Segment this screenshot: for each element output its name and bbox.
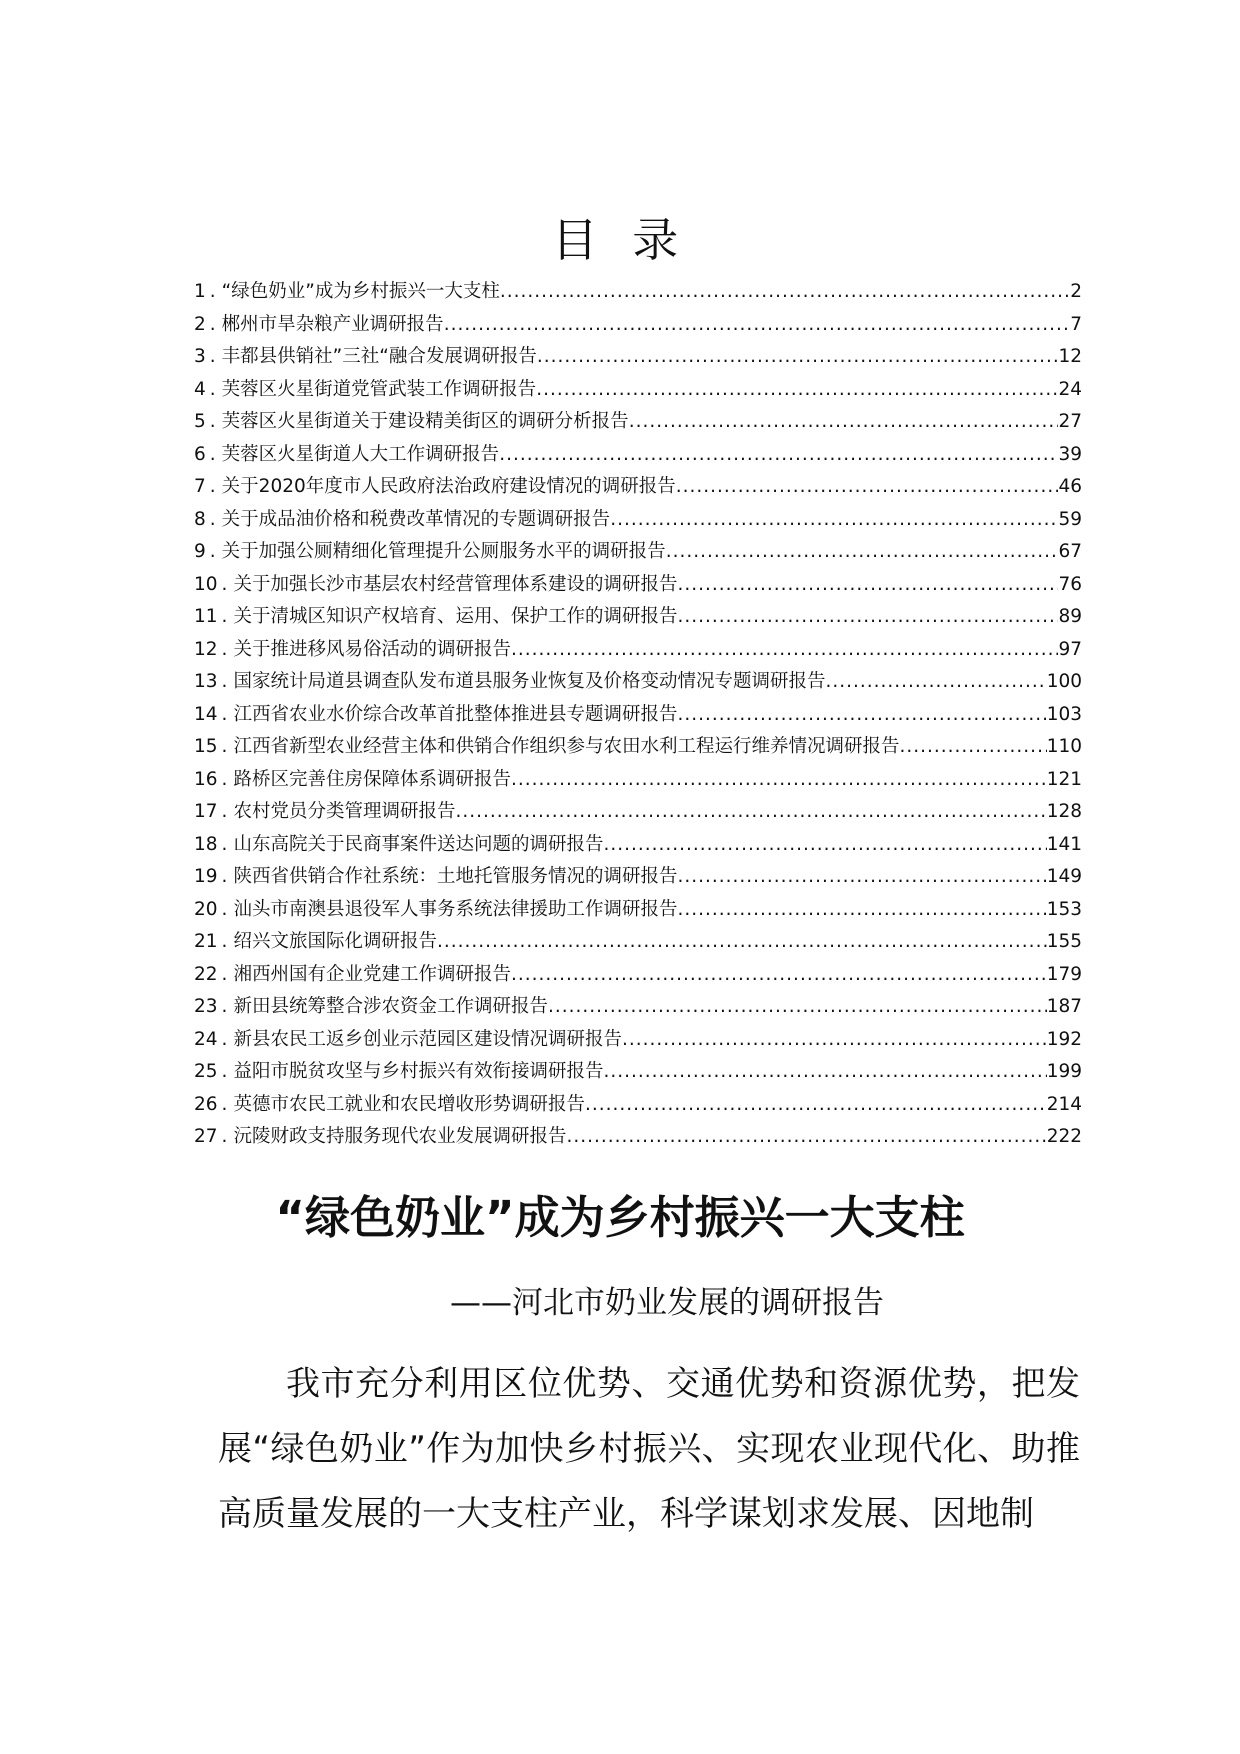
toc-entry-separator: .: [221, 638, 228, 660]
toc-entry-number: 15: [194, 736, 218, 757]
toc-entry-number: 1: [194, 281, 206, 302]
toc-entry[interactable]: [194, 764, 1082, 797]
toc-entry[interactable]: [194, 439, 1082, 472]
toc-entry-label: 关于清城区知识产权培育、运用、保护工作的调研报告: [233, 606, 678, 627]
toc-entry-page-number: 121: [1046, 768, 1082, 790]
toc-entry-label: 国家统计局道县调查队发布道县服务业恢复及价格变动情况专题调研报告: [233, 671, 826, 692]
toc-entry-separator: .: [221, 898, 228, 920]
toc-entry-label: 关于加强公厕精细化管理提升公厕服务水平的调研报告: [221, 541, 666, 562]
toc-entry-number: 24: [194, 1028, 218, 1050]
toc-entry[interactable]: [194, 471, 1082, 504]
toc-entry-leader-dots: [666, 536, 1059, 569]
toc-entry-label: 山东高院关于民商事案件送达问题的调研报告: [233, 833, 604, 855]
article-subtitle: ——河北市奶业发展的调研报告: [450, 1285, 884, 1321]
toc-entry[interactable]: [194, 309, 1082, 342]
toc-entry[interactable]: [194, 1056, 1082, 1089]
toc-entry-page-number: 110: [1046, 736, 1082, 757]
toc-entry-label: “绿色奶业”成为乡村振兴一大支柱: [221, 281, 500, 302]
toc-entry[interactable]: [194, 796, 1082, 829]
toc-entry-page-number: 153: [1046, 898, 1082, 920]
toc-entry-label: 汕头市南澳县退役军人事务系统法律援助工作调研报告: [233, 898, 678, 920]
toc-entry-separator: .: [221, 736, 228, 757]
toc-entry[interactable]: [194, 504, 1082, 537]
toc-entry-leader-dots: [499, 439, 1058, 472]
toc-entry[interactable]: [194, 829, 1082, 862]
toc-entry-separator: .: [221, 931, 228, 952]
toc-entry-leader-dots: [511, 764, 1047, 797]
toc-entry-page-number: 187: [1046, 996, 1082, 1017]
toc-entry-separator: .: [221, 703, 228, 725]
toc-entry-number: 5: [194, 411, 206, 432]
toc-entry-page-number: 192: [1046, 1028, 1082, 1050]
toc-entry-leader-dots: [677, 569, 1058, 602]
toc-entry-page-number: 24: [1058, 378, 1082, 400]
toc-entry-leader-dots: [603, 829, 1046, 862]
toc-entry-separator: .: [221, 866, 228, 887]
toc-entry[interactable]: [194, 569, 1082, 602]
toc-entry[interactable]: [194, 341, 1082, 374]
toc-entry-separator: .: [221, 833, 228, 855]
toc-title: 目 录: [551, 213, 689, 267]
toc-entry-number: 22: [194, 963, 218, 985]
toc-entry-separator: .: [209, 411, 216, 432]
toc-entry[interactable]: [194, 601, 1082, 634]
toc-entry-number: 21: [194, 931, 218, 952]
toc-entry-leader-dots: [566, 1121, 1046, 1154]
toc-entry-separator: .: [221, 1061, 228, 1082]
toc-entry-separator: .: [209, 443, 216, 465]
toc-entry-label: 江西省农业水价综合改革首批整体推进县专题调研报告: [233, 703, 678, 725]
toc-entry-leader-dots: [610, 504, 1058, 537]
toc-entry-page-number: 155: [1046, 931, 1082, 952]
toc-entry-number: 26: [194, 1093, 218, 1115]
toc-entry-label: 关于2020年度市人民政府法治政府建设情况的调研报告: [221, 476, 676, 497]
toc-entry-leader-dots: [511, 959, 1047, 992]
toc-entry[interactable]: [194, 1121, 1082, 1154]
toc-entry-page-number: 59: [1058, 508, 1082, 530]
toc-entry-page-number: 100: [1046, 671, 1082, 692]
toc-entry-page-number: 128: [1046, 801, 1082, 822]
toc-entry-separator: .: [209, 378, 216, 400]
toc-entry-page-number: 222: [1046, 1126, 1082, 1147]
toc-entry-label: 路桥区完善住房保障体系调研报告: [233, 768, 511, 790]
toc-entry-label: 丰都县供销社”三社“融合发展调研报告: [221, 346, 537, 367]
toc-entry-separator: .: [221, 963, 228, 985]
toc-entry-number: 10: [194, 573, 218, 595]
toc-entry-number: 12: [194, 638, 218, 660]
toc-entry-label: 芙蓉区火星街道关于建设精美街区的调研分析报告: [221, 411, 629, 432]
toc-entry-leader-dots: [899, 731, 1046, 764]
toc-entry-label: 湘西州国有企业党建工作调研报告: [233, 963, 511, 985]
toc-entry-number: 3: [194, 346, 206, 367]
toc-entry-separator: .: [221, 606, 228, 627]
toc-entry-page-number: 76: [1058, 573, 1082, 595]
toc-entry-label: 绍兴文旅国际化调研报告: [233, 931, 437, 952]
toc-entry-page-number: 7: [1070, 313, 1082, 335]
toc-entry-separator: .: [221, 1028, 228, 1050]
toc-entry[interactable]: [194, 699, 1082, 732]
toc-entry-leader-dots: [677, 861, 1046, 894]
toc-entry-label: 芙蓉区火星街道人大工作调研报告: [221, 443, 500, 465]
toc-entry-separator: .: [209, 346, 216, 367]
toc-entry[interactable]: [194, 1089, 1082, 1122]
toc-entry-page-number: 27: [1058, 411, 1082, 432]
toc-entry-separator: .: [209, 281, 216, 302]
toc-entry-number: 9: [194, 541, 206, 562]
toc-entry-separator: .: [221, 573, 228, 595]
toc-entry-separator: .: [209, 313, 216, 335]
toc-entry-separator: .: [209, 541, 216, 562]
toc-entry-label: 新田县统筹整合涉农资金工作调研报告: [233, 996, 548, 1017]
toc-entry-number: 11: [194, 606, 218, 627]
toc-entry[interactable]: [194, 406, 1082, 439]
toc-entry-label: 芙蓉区火星街道党管武装工作调研报告: [221, 378, 537, 400]
toc-entry-number: 17: [194, 801, 218, 822]
toc-entry-page-number: 39: [1058, 443, 1082, 465]
toc-entry[interactable]: [194, 276, 1082, 309]
toc-entry-number: 25: [194, 1061, 218, 1082]
toc-entry-separator: .: [221, 996, 228, 1017]
toc-entry-leader-dots: [500, 276, 1070, 309]
toc-entry-label: 陕西省供销合作社系统：土地托管服务情况的调研报告: [233, 866, 678, 887]
toc-entry-page-number: 179: [1046, 963, 1082, 985]
toc-entry-separator: .: [221, 768, 228, 790]
toc-entry-page-number: 46: [1058, 476, 1082, 497]
toc-entry[interactable]: [194, 634, 1082, 667]
toc-entry-leader-dots: [585, 1089, 1047, 1122]
toc-entry-label: 关于加强长沙市基层农村经营管理体系建设的调研报告: [233, 573, 678, 595]
toc-entry-number: 16: [194, 768, 218, 790]
toc-entry-leader-dots: [548, 991, 1047, 1024]
toc-entry-leader-dots: [677, 894, 1046, 927]
toc-entry-number: 7: [194, 476, 206, 497]
article-title: “绿色奶业”成为乡村振兴一大支柱: [275, 1191, 965, 1244]
toc-entry-page-number: 97: [1058, 638, 1082, 660]
toc-entry-number: 14: [194, 703, 218, 725]
toc-entry-number: 6: [194, 443, 206, 465]
toc-entry-leader-dots: [511, 634, 1059, 667]
toc-entry-label: 益阳市脱贫攻坚与乡村振兴有效衔接调研报告: [233, 1061, 604, 1082]
toc-entry[interactable]: [194, 926, 1082, 959]
toc-entry[interactable]: [194, 894, 1082, 927]
toc-entry-number: 23: [194, 996, 218, 1017]
toc-entry-leader-dots: [825, 666, 1046, 699]
toc-entry[interactable]: [194, 959, 1082, 992]
toc-entry-number: 4: [194, 378, 206, 400]
toc-entry[interactable]: [194, 666, 1082, 699]
toc-entry-separator: .: [221, 1126, 228, 1147]
toc-entry-page-number: 89: [1058, 606, 1082, 627]
toc-entry-leader-dots: [677, 601, 1058, 634]
toc-entry-label: 江西省新型农业经营主体和供销合作组织参与农田水利工程运行维养情况调研报告: [233, 736, 900, 757]
toc-entry-leader-dots: [676, 471, 1059, 504]
table-of-contents: [194, 276, 1082, 1154]
toc-entry-number: 27: [194, 1126, 218, 1147]
toc-entry-label: 新县农民工返乡创业示范园区建设情况调研报告: [233, 1028, 622, 1050]
toc-entry-label: 关于成品油价格和税费改革情况的专题调研报告: [221, 508, 611, 530]
toc-entry-number: 19: [194, 866, 218, 887]
toc-entry-leader-dots: [629, 406, 1059, 439]
toc-entry-leader-dots: [603, 1056, 1046, 1089]
toc-entry-label: 英德市农民工就业和农民增收形势调研报告: [233, 1093, 585, 1115]
toc-entry-number: 18: [194, 833, 218, 855]
toc-entry-leader-dots: [444, 309, 1071, 342]
toc-entry-leader-dots: [437, 926, 1047, 959]
toc-entry-page-number: 214: [1046, 1093, 1082, 1115]
toc-entry[interactable]: [194, 1024, 1082, 1057]
toc-entry-label: 沅陵财政支持服务现代农业发展调研报告: [233, 1126, 567, 1147]
toc-entry-separator: .: [221, 801, 228, 822]
toc-entry-number: 13: [194, 671, 218, 692]
toc-entry-page-number: 141: [1046, 833, 1082, 855]
article-body: 我市充分利用区位优势、交通优势和资源优势，把发展“绿色奶业”作为加快乡村振兴、实现农业现代化、助推高质量发展的一大支柱产业，科学谋划求发展、因地制: [218, 1364, 1080, 1534]
toc-entry-number: 8: [194, 508, 206, 530]
toc-entry-page-number: 199: [1046, 1061, 1082, 1082]
toc-entry-separator: .: [221, 1093, 228, 1115]
toc-entry-label: 郴州市旱杂粮产业调研报告: [221, 313, 444, 335]
toc-entry-leader-dots: [537, 341, 1059, 374]
toc-entry-leader-dots: [677, 699, 1046, 732]
toc-entry-page-number: 2: [1070, 281, 1082, 302]
toc-entry-leader-dots: [455, 796, 1046, 829]
toc-entry-page-number: 103: [1046, 703, 1082, 725]
toc-entry[interactable]: [194, 861, 1082, 894]
toc-entry-page-number: 149: [1046, 866, 1082, 887]
toc-entry-label: 农村党员分类管理调研报告: [233, 801, 456, 822]
toc-entry-label: 关于推进移风易俗活动的调研报告: [233, 638, 511, 660]
toc-entry-page-number: 12: [1058, 346, 1082, 367]
toc-entry-leader-dots: [536, 374, 1058, 407]
toc-entry[interactable]: [194, 536, 1082, 569]
toc-entry[interactable]: [194, 991, 1082, 1024]
toc-entry-number: 2: [194, 313, 206, 335]
toc-entry-separator: .: [221, 671, 228, 692]
toc-entry[interactable]: [194, 374, 1082, 407]
toc-entry-page-number: 67: [1058, 541, 1082, 562]
toc-entry-separator: .: [209, 476, 216, 497]
toc-entry-leader-dots: [622, 1024, 1047, 1057]
toc-entry-number: 20: [194, 898, 218, 920]
toc-entry[interactable]: [194, 731, 1082, 764]
toc-entry-separator: .: [209, 508, 216, 530]
